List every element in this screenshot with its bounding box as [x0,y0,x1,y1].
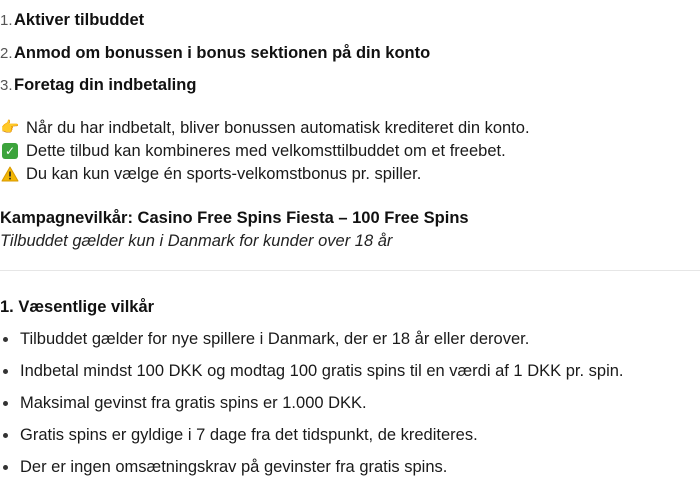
list-item [0,456,624,485]
bullet-dot-icon [3,433,8,438]
list-item [0,392,624,424]
section-heading: 1. Væsentlige vilkår [0,298,155,316]
note-text: Du kan kun vælge én sports-velkomstbonus pr. spiller. [26,165,422,183]
note-combine [0,141,506,161]
list-item-text: Indbetal mindst 100 DKK og modtag 100 gratis spins til en værdi af 1 DKK pr. spin. [20,362,624,380]
list-item-text: Tilbuddet gælder for nye spillere i Danmark, der er 18 år eller derover. [20,330,530,348]
step-number: 3. [0,77,13,94]
note-warning [0,164,421,184]
campaign-title: Kampagnevilkår: Casino Free Spins Fiesta – 100 Free Spins [0,209,469,227]
note-text: Når du har indbetalt, bliver bonussen automatisk krediteret din konto. [26,119,530,137]
bullet-dot-icon [3,401,8,406]
list-item-text: Gratis spins er gyldige i 7 dage fra det tidspunkt, de krediteres. [20,426,478,444]
section-divider [0,270,700,271]
note-deposit [0,118,530,138]
terms-list [0,328,624,485]
step-1 [0,10,144,31]
step-number: 2. [0,45,13,62]
campaign-subtitle: Tilbuddet gælder kun i Danmark for kunder over 18 år [0,232,393,250]
warning-icon [0,165,20,183]
step-3 [0,75,196,96]
bullet-dot-icon [3,465,8,470]
list-item [0,424,624,456]
step-text: Anmod om bonussen i bonus sektionen på din konto [14,44,431,62]
list-item [0,328,624,360]
step-text: Aktiver tilbuddet [14,11,145,29]
list-item [0,360,624,392]
check-mark-icon: ✓ [2,143,18,159]
bullet-dot-icon [3,369,8,374]
list-item-text: Der er ingen omsætningskrav på gevinster fra gratis spins. [20,458,448,476]
bullet-dot-icon [3,337,8,342]
step-number: 1. [0,12,13,29]
step-text: Foretag din indbetaling [14,76,197,94]
note-text: Dette tilbud kan kombineres med velkomsttilbuddet om et freebet. [26,142,506,160]
list-item-text: Maksimal gevinst fra gratis spins er 1.000 DKK. [20,394,367,412]
pointing-hand-icon: 👉 [0,119,20,136]
step-2 [0,43,430,64]
